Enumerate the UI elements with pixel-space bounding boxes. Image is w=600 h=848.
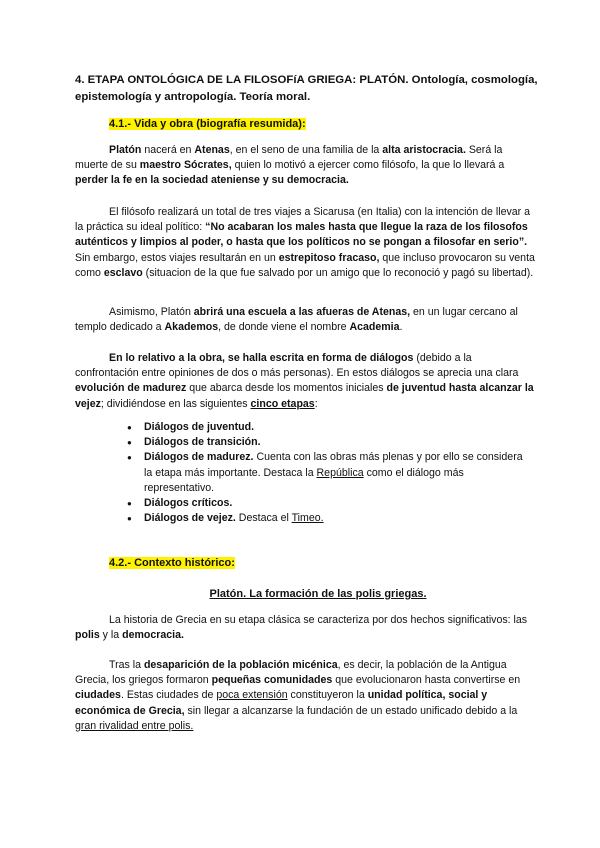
paragraph-historia-grecia: La historia de Grecia en su etapa clásica se caracteriza por dos hechos significativos: las polis y la democracia. xyxy=(75,614,528,642)
paragraph-biografia: Platón nacerá en Atenas, en el seno de una familia de la alta aristocracia. Será la muerte de su maestro Sócrates, quien lo motivó a ejercer como filósofo, la que lo llevará a perder la fe en la sociedad ateniense y su democracia. xyxy=(75,144,505,187)
section-heading-vida-obra: 4.1.- Vida y obra (biografía resumida): xyxy=(109,118,306,130)
dialogos-list xyxy=(108,420,528,526)
timeo-link: Timeo. xyxy=(291,512,324,525)
list-item: ● Diálogos de juventud. xyxy=(108,420,528,435)
section-heading-contexto: 4.2.- Contexto histórico: xyxy=(109,557,235,569)
list-item: ● Diálogos de madurez. Cuenta con las obras más plenas y por ello se considera la etapa más importante. Destaca la República como el diálogo más representativo. xyxy=(108,450,528,496)
paragraph-polis: Tras la desaparición de la población micénica, es decir, la población de la Antigua Grecia, los griegos formaron pequeñas comunidades que evolucionaron hasta convertirse en ciudades. Estas ciudades de poca extensión constituyeron la unidad política, social y económica de Grecia, sin llegar a alcanzarse la fundación de un estado unificado debido a la gran rivalidad entre polis. xyxy=(75,659,521,732)
subtitle-polis: Platón. La formación de las polis griegas. xyxy=(209,588,427,600)
list-item: ● Diálogos de transición. xyxy=(108,435,528,450)
paragraph-academia: Asimismo, Platón abrirá una escuela a las afueras de Atenas, en un lugar cercano al templo dedicado a Akademos, de donde viene el nombre Academia. xyxy=(75,306,518,334)
list-item: ● Diálogos de vejez. Destaca el Timeo. xyxy=(108,511,528,526)
list-item: ● Diálogos críticos. xyxy=(108,496,528,511)
republica-link: República xyxy=(316,466,364,479)
paragraph-viajes: El filósofo realizará un total de tres viajes a Sicarusa (en Italia) con la intención de llevar a la práctica su ideal político: “No acabaran los males hasta que llegue la raza de los filosofos auténticos y limpios al poder, o hasta que los políticos no se pongan a filosofar en serio”. Sin embargo, estos viajes resultarán en un estrepitoso fracaso, que incluso provocaron su venta como esclavo (situacion de la que fue salvado por un amigo que lo reconoció y pagó su libertad). xyxy=(75,206,535,279)
document-title: 4. ETAPA ONTOLÓGICA DE LA FILOSOFíA GRIEGA: PLATÓN. Ontología, cosmología, epistemología y antropología. Teoría moral. xyxy=(75,74,538,103)
paragraph-obra: En lo relativo a la obra, se halla escrita en forma de diálogos (debido a la confrontación entre opiniones de dos o más personas). En estos diálogos se aprecia una clara evolución de madurez que abarca desde los momentos iniciales de juventud hasta alcanzar la vejez; dividiéndose en las siguientes cinco etapas: xyxy=(75,352,534,410)
